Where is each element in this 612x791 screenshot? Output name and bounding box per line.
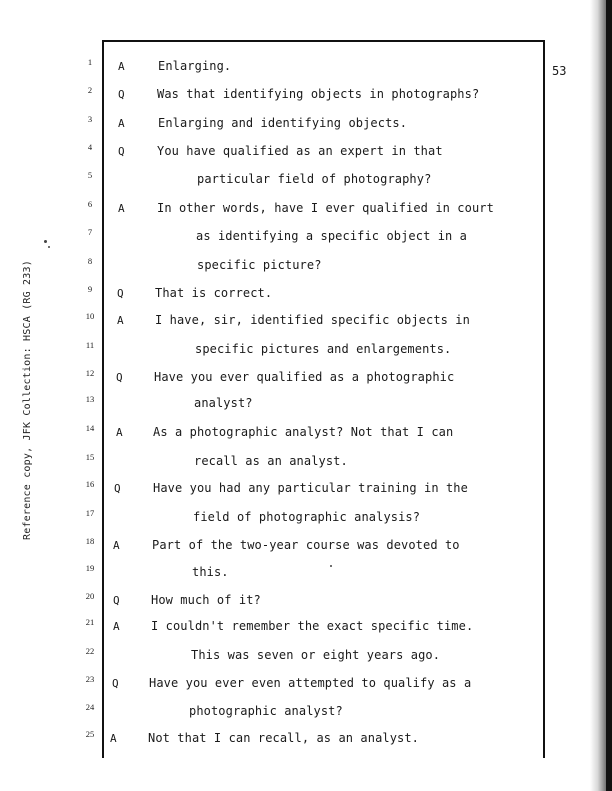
- line-number: 2: [87, 85, 93, 95]
- reference-stamp: Reference copy, JFK Collection: HSCA (RG 233): [22, 260, 33, 540]
- speaker-label: Q: [113, 594, 120, 607]
- transcript-line-text: You have qualified as an expert in that: [157, 144, 443, 158]
- transcript-line-text: Enlarging and identifying objects.: [158, 116, 408, 130]
- transcript-line-text: particular field of photography?: [197, 172, 432, 186]
- speaker-label: Q: [114, 482, 121, 495]
- line-number: 23: [85, 674, 95, 684]
- transcript-line-text: As a photographic analyst? Not that I can: [153, 425, 454, 439]
- right-border: [543, 40, 545, 758]
- speaker-label: Q: [112, 677, 119, 690]
- line-number: 18: [85, 536, 95, 546]
- speaker-label: A: [117, 314, 124, 327]
- line-number: 14: [85, 423, 95, 433]
- transcript-line-text: This was seven or eight years ago.: [191, 648, 441, 662]
- scan-speck: [48, 246, 50, 248]
- transcript-line-text: analyst?: [194, 396, 253, 410]
- line-number: 7: [87, 227, 93, 237]
- line-number: 12: [85, 368, 95, 378]
- speaker-label: Q: [118, 145, 125, 158]
- line-number: 6: [87, 199, 93, 209]
- transcript-line-text: I have, sir, identified specific objects in: [155, 313, 470, 327]
- speaker-label: A: [113, 539, 120, 552]
- transcript-line-text: as identifying a specific object in a: [196, 229, 468, 243]
- speaker-label: A: [113, 620, 120, 633]
- transcript-line-text: Have you ever even attempted to qualify as a: [149, 676, 472, 690]
- speaker-label: Q: [116, 371, 123, 384]
- line-number: 4: [87, 142, 93, 152]
- speaker-label: Q: [118, 88, 125, 101]
- transcript-line-text: this.: [192, 565, 229, 579]
- line-number: 24: [85, 702, 95, 712]
- line-number: 1: [87, 57, 93, 67]
- line-number: 16: [85, 479, 95, 489]
- line-number: 25: [85, 729, 95, 739]
- page-number: 53: [552, 64, 567, 78]
- top-border: [102, 40, 544, 42]
- speaker-label: A: [116, 426, 123, 439]
- transcript-line-text: field of photographic analysis?: [193, 510, 421, 524]
- transcript-line-text: Part of the two-year course was devoted to: [152, 538, 460, 552]
- transcript-line-text: specific picture?: [197, 258, 322, 272]
- line-number: 3: [87, 114, 93, 124]
- scan-edge-dark: [606, 0, 612, 791]
- transcript-line-text: Not that I can recall, as an analyst.: [148, 731, 420, 745]
- line-number: 19: [85, 563, 95, 573]
- transcript-line-text: That is correct.: [155, 286, 273, 300]
- line-number: 11: [85, 340, 95, 350]
- speaker-label: Q: [117, 287, 124, 300]
- line-number: 20: [85, 591, 95, 601]
- speaker-label: A: [118, 60, 125, 73]
- line-number: 8: [87, 256, 93, 266]
- transcript-line-text: Have you ever qualified as a photographic: [154, 370, 455, 384]
- line-number: 15: [85, 452, 95, 462]
- line-number: 21: [85, 617, 95, 627]
- scan-speck: [330, 565, 332, 567]
- speaker-label: A: [118, 202, 125, 215]
- speaker-label: A: [110, 732, 117, 745]
- line-number: 9: [87, 284, 93, 294]
- transcript-line-text: How much of it?: [151, 593, 261, 607]
- transcript-line-text: In other words, have I ever qualified in court: [157, 201, 494, 215]
- speaker-label: A: [118, 117, 125, 130]
- line-number: 17: [85, 508, 95, 518]
- transcript-line-text: specific pictures and enlargements.: [195, 342, 452, 356]
- scan-speck: [44, 240, 47, 243]
- line-number: 10: [85, 311, 95, 321]
- transcript-line-text: I couldn't remember the exact specific time.: [151, 619, 474, 633]
- transcript-line-text: photographic analyst?: [189, 704, 343, 718]
- line-number: 5: [87, 170, 93, 180]
- transcript-line-text: Enlarging.: [158, 59, 232, 73]
- transcript-line-text: recall as an analyst.: [194, 454, 348, 468]
- line-number: 13: [85, 394, 95, 404]
- transcript-line-text: Was that identifying objects in photographs?: [157, 87, 480, 101]
- transcript-line-text: Have you had any particular training in the: [153, 481, 468, 495]
- line-number: 22: [85, 646, 95, 656]
- left-border: [102, 40, 104, 758]
